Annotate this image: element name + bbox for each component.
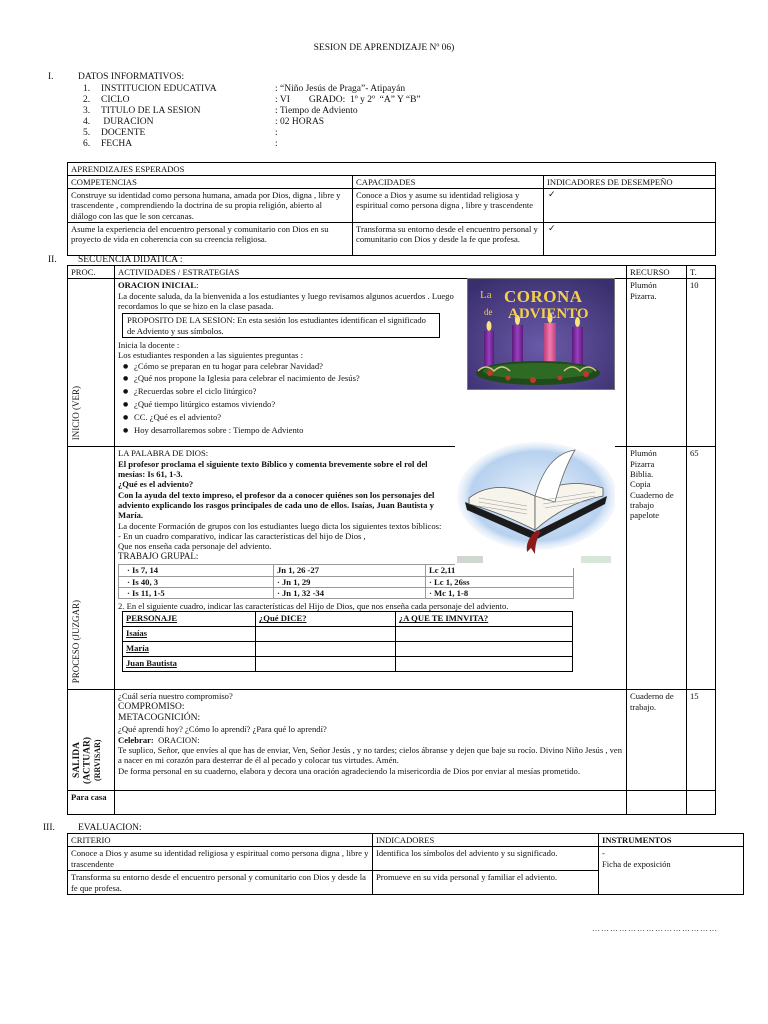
info-value: : VI GRADO: 1º y 2º “A” Y “B” xyxy=(275,95,421,105)
open-bible-icon xyxy=(455,440,615,568)
empty-cell[interactable] xyxy=(256,642,396,657)
que-es-adviento: ¿Qué es el adviento? xyxy=(118,479,194,490)
para-casa-label: Para casa xyxy=(68,791,115,815)
aprendizajes-header: APRENDIZAJES ESPERADOS xyxy=(68,163,716,176)
phase-salida-label xyxy=(72,737,106,784)
aprendizajes-table xyxy=(67,162,715,256)
info-number: 6. xyxy=(83,139,91,149)
info-row xyxy=(83,139,583,150)
salida-label-line: (RRVISAR) xyxy=(92,740,102,782)
oracion-inicial-heading: ORACION INICIAL xyxy=(118,280,197,291)
info-value: : “Niño Jesús de Praga”- Atipayán xyxy=(275,84,406,94)
preguntas-list xyxy=(122,361,463,436)
salida-label-line: (ACTUAR) xyxy=(82,737,93,785)
list-item: ● ¿Qué tiempo litúrgico estamos viviendo? xyxy=(122,399,463,409)
list-item: ● ¿Cómo se preparan en tu hogar para celebrar Navidad? xyxy=(122,361,463,371)
metacognicion-heading: METACOGNICIÓN: xyxy=(118,713,201,724)
salida-label-line: SALIDA xyxy=(72,742,82,779)
list-item: ● ¿Qué nos propone la Iglesia para celebrar el nacimiento de Jesús? xyxy=(122,373,463,383)
competencia-cell: Construye su identidad como persona humana, amada por Dios, digna , libre y trascendente , comprendiendo la doctrina de su propia religión, abierto al diálogo con las que le son cercanas. xyxy=(68,189,353,223)
evaluacion-table xyxy=(67,833,743,895)
empty-cell[interactable] xyxy=(256,627,396,642)
cita-biblica: · Mc 1, 1-8 xyxy=(426,587,574,598)
recurso-item: Cuaderno de trabajo xyxy=(630,489,674,510)
section-heading-secuencia: SECUENCIA DIDATICA : xyxy=(78,255,183,265)
salida-activities xyxy=(115,690,627,791)
cuadro-intro: 2. En el siguiente cuadro, indicar las características del Hijo de Dios, que nos enseña cada personaje del adviento. xyxy=(118,601,509,612)
metacognicion-questions: ¿Qué aprendí hoy? ¿Cómo lo aprendí? ¿Para qué lo aprendí? xyxy=(118,724,327,735)
column-header-proc: PROC. xyxy=(68,266,115,279)
phase-proceso-label: PROCESO (JUZGAR) xyxy=(71,600,81,684)
salida-tiempo: 15 xyxy=(687,690,716,791)
info-key: FECHA xyxy=(101,139,133,149)
info-value: : xyxy=(275,139,278,149)
column-header-tiempo: T. xyxy=(687,266,716,279)
inicio-recurso: Plumón Pizarra. xyxy=(627,279,687,447)
inicia-text: Inicia la docente : xyxy=(118,339,180,350)
palabra-heading: LA PALABRA DE DIOS xyxy=(118,448,206,459)
column-header-criterio: CRITERIO xyxy=(68,834,373,847)
personajes-table xyxy=(122,611,573,672)
oracion-inicial-colon: : xyxy=(196,280,199,291)
document-title: SESION DE APRENDIZAJE Nº 06) xyxy=(313,43,455,53)
wreath-title-de: de xyxy=(484,307,493,317)
comparativo-text: - En un cuadro comparativo, indicar las características del hijo de Dios , xyxy=(118,530,366,541)
cita-biblica: · Is 40, 3 xyxy=(119,576,274,587)
info-row xyxy=(83,128,583,139)
empty-cell[interactable] xyxy=(396,642,573,657)
check-icon: ✓ xyxy=(544,223,716,256)
info-row xyxy=(83,84,583,95)
section-number-evaluacion: III. xyxy=(43,823,55,833)
info-value: : 02 HORAS xyxy=(275,117,325,127)
proclama-text: El profesor proclama el siguiente texto Bíblico y comenta brevemente sobre el rol del mesías: Is 61, 1-3. xyxy=(118,458,428,479)
phase-proceso xyxy=(68,447,115,690)
cita-biblica: · Jn 1, 29 xyxy=(274,576,426,587)
proceso-recurso xyxy=(627,447,687,690)
phase-inicio xyxy=(68,279,115,447)
competencia-cell: Asume la experiencia del encuentro personal y comunitario con Dios en su proyecto de vida en coherencia con su creencia religiosa. xyxy=(68,223,353,256)
celebrar-label: Celebrar: xyxy=(118,734,154,745)
info-row xyxy=(83,106,583,117)
palabra-colon: : xyxy=(205,448,209,459)
para-casa-recurso xyxy=(627,791,687,815)
indicador-cell: Identifica los símbolos del adviento y su significado. xyxy=(373,847,599,871)
oracion-label: ORACION: xyxy=(153,734,200,745)
trabajo-grupal-heading: TRABAJO GRUPAL: xyxy=(118,551,199,562)
info-key: DOCENTE xyxy=(101,128,146,138)
capacidad-cell: Conoce a Dios y asume su identidad religiosa y espiritual como persona digna , libre y trascendente xyxy=(353,189,544,223)
cita-biblica: · Jn 1, 32 -34 xyxy=(274,587,426,598)
column-header-recurso: RECURSO xyxy=(627,266,687,279)
column-header-instrumentos: INSTRUMENTOS xyxy=(599,834,744,847)
info-number: 4. xyxy=(83,117,91,127)
proposito-box xyxy=(122,313,440,338)
list-item: ● Hoy desarrollaremos sobre : Tiempo de Adviento xyxy=(122,425,463,435)
recurso-item: Plumón xyxy=(630,448,657,459)
column-header-competencias: COMPETENCIAS xyxy=(68,176,353,189)
cita-biblica: Jn 1, 26 -27 xyxy=(274,565,426,576)
recurso-item: Copia xyxy=(630,479,651,490)
section-number-datos: I. xyxy=(48,72,54,82)
column-header-que-dice: ¿Qué DICE? xyxy=(256,612,396,627)
column-header-personaje: PERSONAJE xyxy=(123,612,256,627)
info-key: INSTITUCION EDUCATIVA xyxy=(101,84,217,94)
para-casa-cell xyxy=(115,791,627,815)
signature-line: …………………………………… xyxy=(592,924,718,933)
info-key: DURACION xyxy=(101,117,154,127)
info-number: 5. xyxy=(83,128,91,138)
wreath-title-corona: CORONA xyxy=(504,287,583,306)
info-number: 1. xyxy=(83,84,91,94)
info-number: 3. xyxy=(83,106,91,116)
ayuda-text: Con la ayuda del texto impreso, el profesor da a conocer quiénes son los personajes del adviento explicando los rasgos principales de cada uno de ellos. Isaías, Juan Bautista y María. xyxy=(118,489,435,521)
phase-salida xyxy=(68,690,115,791)
criterio-cell: Conoce a Dios y asume su identidad religiosa y espiritual como persona digna , libre y trascendente xyxy=(68,847,373,871)
trabajo-grupal-table xyxy=(118,564,574,599)
recurso-item: Pizarra xyxy=(630,458,655,469)
advent-wreath-image xyxy=(467,278,615,390)
empty-cell[interactable] xyxy=(396,627,573,642)
personaje-cell: Isaías xyxy=(123,627,256,642)
personaje-cell: María xyxy=(123,642,256,657)
inicio-tiempo: 10 xyxy=(687,279,716,447)
wreath-title-adviento: ADVIENTO xyxy=(508,306,589,322)
proceso-tiempo: 65 xyxy=(687,447,716,690)
secuencia-table xyxy=(67,265,715,815)
indicador-cell: Promueve en su vida personal y familiar el adviento. xyxy=(373,871,599,895)
proposito-text: : En esta sesión los estudiantes identifican el significado de Adviento y sus símbolos. xyxy=(127,315,426,336)
recurso-item: Biblia. xyxy=(630,468,654,479)
empty-cell[interactable] xyxy=(256,657,396,672)
oracion-text: Te suplico, Señor, que envíes al que has de enviar, Ven, Señor Jesús , y no tardes; cielos ábranse y dejen que baje su rocío. Divino Niño Jesús , ven a nacer en mi corazón para desterrar de él al pecado y colocar tus virtudes. Amén. xyxy=(118,745,623,766)
column-header-indicadores: INDICADORES DE DESEMPEÑO xyxy=(544,176,716,189)
column-header-capacidades: CAPACIDADES xyxy=(353,176,544,189)
info-number: 2. xyxy=(83,95,91,105)
recurso-item: papelote xyxy=(630,510,660,521)
para-casa-tiempo xyxy=(687,791,716,815)
info-row xyxy=(83,117,583,128)
info-key: TITULO DE LA SESION xyxy=(101,106,201,116)
section-heading-evaluacion: EVALUACION: xyxy=(78,823,142,833)
instrumento-cell: - Ficha de exposición xyxy=(599,847,744,895)
ensena-text: Que nos enseña cada personaje del adviento. xyxy=(118,541,272,552)
cita-biblica: · Is 7, 14 xyxy=(119,565,274,576)
open-bible-image xyxy=(455,440,615,568)
phase-inicio-label: INICIO (VER) xyxy=(71,386,81,441)
empty-cell[interactable] xyxy=(396,657,573,672)
salida-recurso: Cuaderno de trabajo. xyxy=(627,690,687,791)
wreath-title-la: La xyxy=(480,289,492,301)
cita-biblica: · Is 11, 1-5 xyxy=(119,587,274,598)
check-icon: ✓ xyxy=(544,189,716,223)
compromiso-heading: COMPROMISO: xyxy=(118,701,185,712)
info-key: CICLO xyxy=(101,95,130,105)
info-value: : xyxy=(275,128,278,138)
section-heading-datos: DATOS INFORMATIVOS: xyxy=(78,72,185,82)
personaje-cell: Juan Bautista xyxy=(123,657,256,672)
list-item: ● ¿Recuerdas sobre el ciclo litúrgico? xyxy=(122,386,463,396)
forma-personal-text: De forma personal en su cuaderno, elabora y decora una oración agradeciendo la misericordia de Dios por enviar al mesías prometido. xyxy=(118,765,580,776)
column-header-actividades: ACTIVIDADES / ESTRATEGIAS xyxy=(115,266,627,279)
compromiso-question: ¿Cuál sería nuestro compromiso? xyxy=(118,691,233,702)
section-number-secuencia: II. xyxy=(48,255,57,265)
info-value: : Tiempo de Adviento xyxy=(275,106,358,116)
responden-text: Los estudiantes responden a las siguientes preguntas : xyxy=(118,350,303,361)
cita-biblica: Lc 2,11 xyxy=(426,565,574,576)
proposito-label: PROPOSITO DE LA SESION xyxy=(127,315,233,326)
list-item: ● CC. ¿Qué es el adviento? xyxy=(122,412,463,422)
criterio-cell: Transforma su entorno desde el encuentro personal y comunitario con Dios y desde la fe que profesa. xyxy=(68,871,373,895)
cita-biblica: · Lc 1, 26ss xyxy=(426,576,574,587)
info-row xyxy=(83,95,583,106)
column-header-indicadores: INDICADORES xyxy=(373,834,599,847)
saludo-text: La docente saluda, da la bienvenida a los estudiantes y luego revisamos algunos acuerdos . Luego recordamos lo que se hizo en la clase pasada. xyxy=(118,290,454,311)
formacion-text: La docente Formación de grupos con los estudiantes luego dicta los siguientes textos bíblicos: xyxy=(118,520,442,531)
capacidad-cell: Transforma su entorno desde el encuentro personal y comunitario con Dios y desde la fe que profesa. xyxy=(353,223,544,256)
column-header-invita: ¿A QUE TE IMNVITA? xyxy=(396,612,573,627)
